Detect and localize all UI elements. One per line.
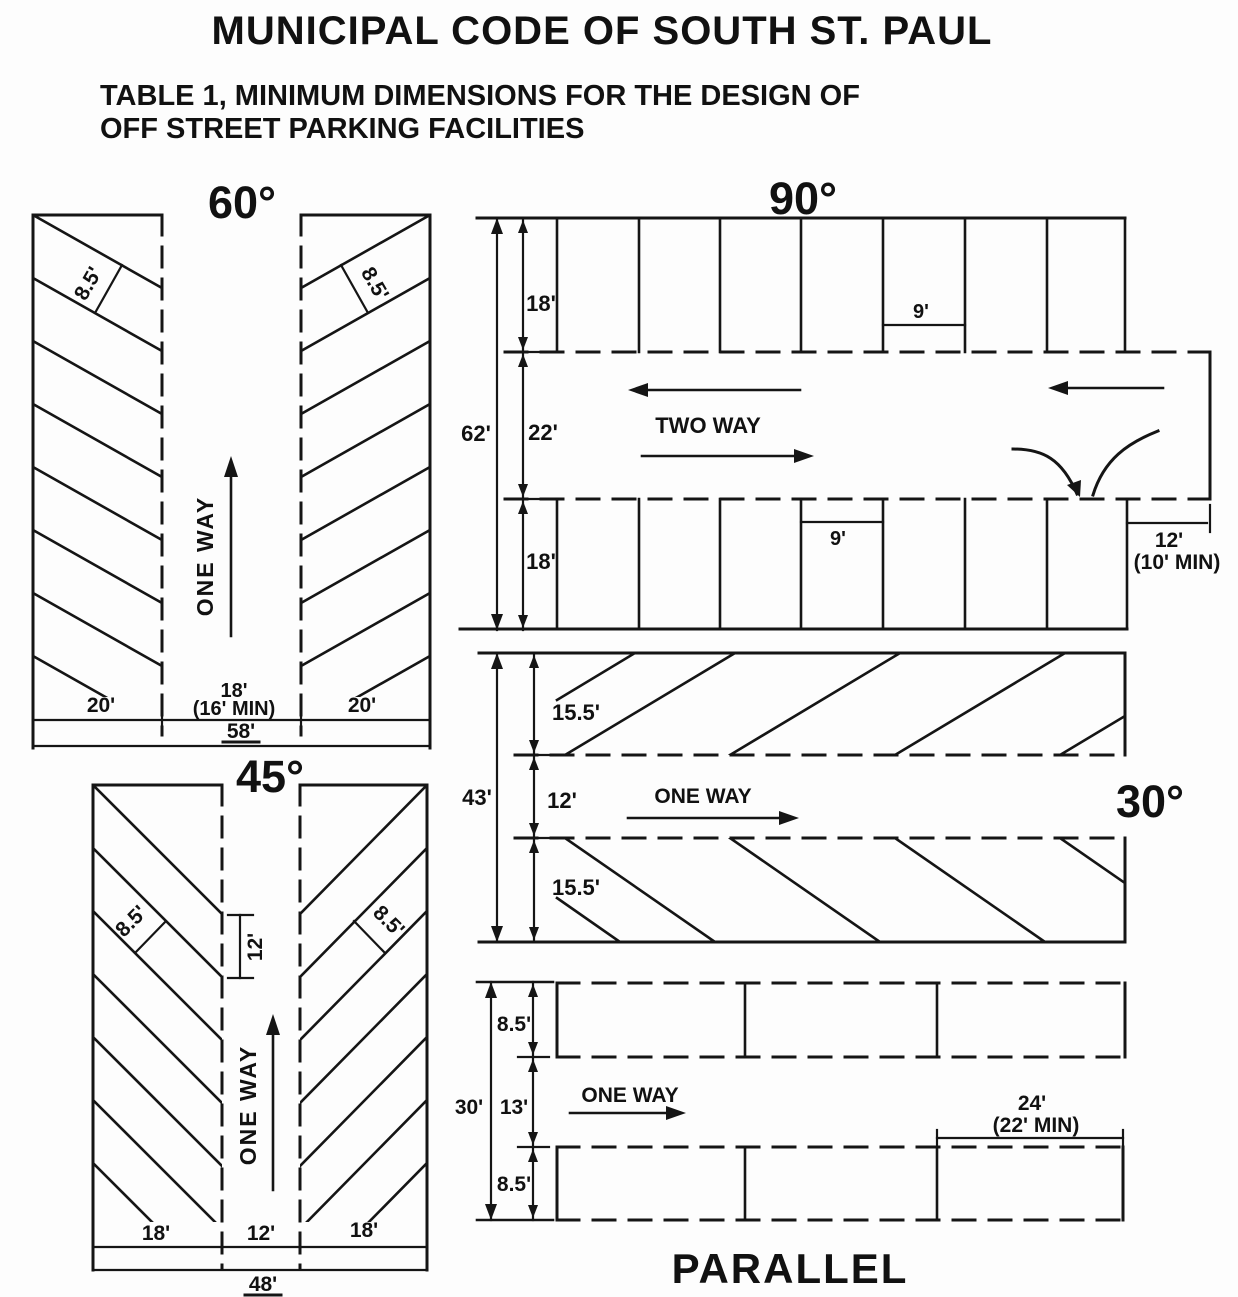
dim-label: 20' <box>86 694 116 717</box>
turning-movement-curves <box>1013 431 1158 497</box>
turn-arrow-icon <box>1067 480 1081 497</box>
dim-total-label: 62' <box>461 421 491 446</box>
entrance-width-label: 12' <box>1154 529 1184 552</box>
dim-label: 13' <box>499 1096 529 1119</box>
up-arrow-icon <box>485 982 497 998</box>
stall-dividers-90-top <box>557 218 1125 352</box>
stall-length-label: 24' <box>1017 1092 1047 1115</box>
up-arrow-icon <box>224 456 238 477</box>
stall-width-label: 8.5' <box>368 901 409 942</box>
one-way-label: ONE WAY <box>581 1084 679 1107</box>
one-way-label: ONE WAY <box>235 1044 261 1166</box>
stall-lines-45-left <box>93 785 222 1292</box>
stall-width-label: 8.5' <box>111 901 152 942</box>
dim-label: 18' <box>220 680 248 702</box>
dim-label: 22' <box>528 420 558 445</box>
up-arrow-icon <box>491 653 503 669</box>
left-arrow-icon <box>1048 381 1068 395</box>
dim-label: (16' MIN) <box>192 698 276 720</box>
dim-total-label: 58' <box>226 720 256 743</box>
right-arrow-icon <box>779 811 799 825</box>
page-title: MUNICIPAL CODE OF SOUTH ST. PAUL <box>211 9 993 53</box>
stall-width-label: 8.5' <box>356 263 394 305</box>
stall-lines-60-right <box>301 215 430 729</box>
dim-label: 8.5' <box>496 1013 532 1036</box>
dim-label: 18' <box>526 291 556 316</box>
dim-total-label: 43' <box>462 785 492 810</box>
stall-lines-45-right <box>300 785 427 1292</box>
curb-length-label: 12' <box>244 932 267 962</box>
section-30-label: 30° <box>1115 776 1185 827</box>
dim-label: 8.5' <box>496 1173 532 1196</box>
section-60-degree <box>33 177 430 748</box>
up-arrow-icon <box>266 1014 280 1035</box>
dim-label: 18' <box>349 1219 379 1242</box>
stall-lines-60-left <box>33 215 162 729</box>
stall-lines-30-bottom <box>557 838 1210 942</box>
up-arrow-icon <box>491 218 503 234</box>
page-subtitle-line2: OFF STREET PARKING FACILITIES <box>100 113 585 145</box>
down-arrow-icon <box>491 926 503 942</box>
entrance-min-label: (10' MIN) <box>1133 551 1221 574</box>
section-30-degree <box>462 653 1230 942</box>
section-parallel-label: PARALLEL <box>671 1245 909 1292</box>
left-arrow-icon <box>628 383 648 397</box>
two-way-label: TWO WAY <box>655 413 761 438</box>
dim-label: 18' <box>526 549 556 574</box>
stall-width-label: 8.5' <box>69 263 107 305</box>
dim-label: 12' <box>547 788 577 813</box>
section-45-label: 45° <box>235 751 305 802</box>
one-way-label: ONE WAY <box>192 495 218 617</box>
right-arrow-icon <box>666 1106 686 1120</box>
dim-label: 15.5' <box>551 700 601 725</box>
stall-lines-30-top <box>557 653 1230 755</box>
right-arrow-icon <box>794 449 814 463</box>
down-arrow-icon <box>485 1204 497 1220</box>
dim-label: 12' <box>246 1222 276 1245</box>
stall-dividers-90-bottom <box>557 499 1127 629</box>
dim-total-label: 30' <box>454 1096 484 1119</box>
dim-label: 20' <box>347 694 377 717</box>
section-90-degree <box>460 173 1220 630</box>
stall-length-min-label: (22' MIN) <box>992 1114 1080 1137</box>
dim-total-label: 48' <box>248 1273 278 1296</box>
dim-label: 18' <box>141 1222 171 1245</box>
page-subtitle-line1: TABLE 1, MINIMUM DIMENSIONS FOR THE DESIGN OF <box>100 80 860 112</box>
section-parallel <box>455 982 1125 1292</box>
stall-width-label: 9' <box>913 301 929 323</box>
dim-label: 15.5' <box>551 875 601 900</box>
section-90-label: 90° <box>768 173 838 224</box>
section-45-degree <box>93 751 427 1296</box>
one-way-label: ONE WAY <box>654 785 752 808</box>
stall-width-label: 9' <box>830 528 846 550</box>
section-60-label: 60° <box>207 177 277 228</box>
header <box>100 9 992 145</box>
